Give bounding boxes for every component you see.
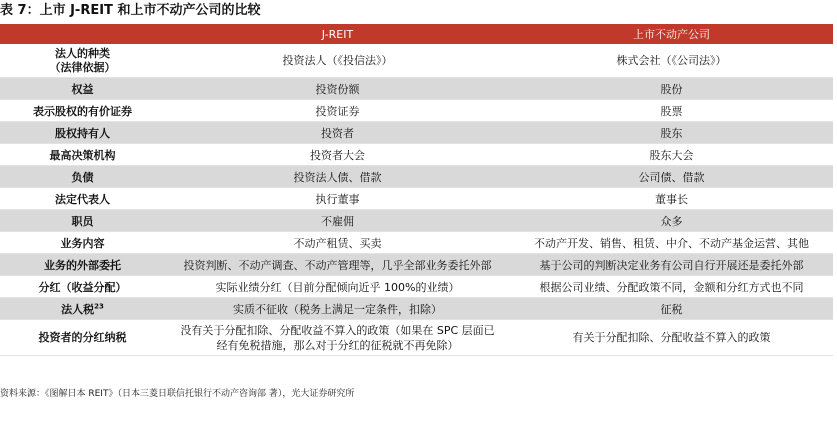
company-cell: 董事长 [510,188,833,210]
row-label: 职员 [0,210,165,232]
row-label [0,44,165,78]
table-row [0,254,833,276]
company-cell: 根据公司业绩、分配政策不同，金额和分红方式也不同 [510,276,833,298]
jreit-cell: 不动产租赁、买卖 [165,232,510,254]
row-label: 法定代表人 [0,188,165,210]
company-cell: 股票 [510,100,833,122]
table-row [0,122,833,144]
jreit-cell: 投资法人（《投信法》） [165,44,510,78]
jreit-cell: 投资证券 [165,100,510,122]
row-label: 投资者的分红纳税 [0,320,165,356]
jreit-cell: 投资法人债、借款 [165,166,510,188]
company-cell: 征税 [510,298,833,320]
company-cell: 基于公司的判断决定业务有公司自行开展还是委托外部 [510,254,833,276]
header-jreit: J-REIT [165,24,510,44]
company-cell: 株式会社（《公司法》） [510,44,833,78]
comparison-table [0,24,833,356]
company-cell: 股东 [510,122,833,144]
row-label-line: （法律依据） [49,60,116,74]
jreit-cell: 实际业绩分红（目前分配倾向近乎 100%的业绩） [165,276,510,298]
table-title: 表 7：上市 J-REIT 和上市不动产公司的比较 [0,3,261,18]
table-row [0,320,833,356]
jreit-cell: 实质不征收（税务上满足一定条件，扣除） [165,298,510,320]
footnote-marker: 23 [94,301,104,310]
table-row [0,188,833,210]
header-corner-cell [0,24,165,44]
jreit-cell: 不雇佣 [165,210,510,232]
row-label: 业务的外部委托 [0,254,165,276]
jreit-cell: 投资判断、不动产调查、不动产管理等，几乎全部业务委托外部 [165,254,510,276]
row-label-line: 法人的种类 [55,46,110,60]
table-row [0,210,833,232]
jreit-cell [165,320,510,356]
source-note: 资料来源：《图解日本 REIT》（日本三菱日联信托银行不动产咨询部 著），光大证券研究所 [0,389,355,399]
table-header-row [0,24,833,44]
company-cell: 众多 [510,210,833,232]
row-label: 负债 [0,166,165,188]
row-label: 最高决策机构 [0,144,165,166]
table-row [0,78,833,100]
company-cell: 股份 [510,78,833,100]
table-row [0,44,833,78]
table-row [0,144,833,166]
jreit-cell-line: 没有关于分配扣除、分配收益不算入的政策（如果在 SPC 层面已 [180,323,495,337]
table-row [0,166,833,188]
table-row [0,298,833,320]
jreit-cell: 投资者大会 [165,144,510,166]
row-label: 业务内容 [0,232,165,254]
company-cell: 不动产开发、销售、租赁、中介、不动产基金运营、其他 [510,232,833,254]
table-row [0,232,833,254]
table-row [0,276,833,298]
table-row [0,100,833,122]
company-cell: 公司债、借款 [510,166,833,188]
header-company: 上市不动产公司 [510,24,833,44]
company-cell: 有关于分配扣除、分配收益不算入的政策 [510,320,833,356]
jreit-cell-line: 经有免税措施，那么对于分红的征税就不再免除） [216,338,459,352]
row-label: 分红（收益分配） [0,276,165,298]
row-label: 股权持有人 [0,122,165,144]
jreit-cell: 执行董事 [165,188,510,210]
row-label-text: 法人税 [61,302,95,316]
row-label: 权益 [0,78,165,100]
row-label [0,298,165,320]
company-cell: 股东大会 [510,144,833,166]
jreit-cell: 投资份额 [165,78,510,100]
row-label: 表示股权的有价证券 [0,100,165,122]
jreit-cell: 投资者 [165,122,510,144]
